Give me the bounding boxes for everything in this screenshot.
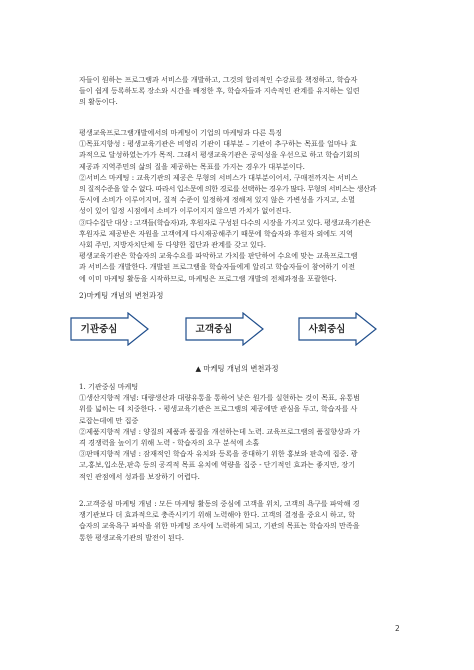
section4-line: 2.고객중심 마케팅 개념 : 모든 마케팅 활동의 중심에 고객을 위치, 고객의 욕구를 파악해 경 bbox=[79, 499, 360, 508]
section2-title: 2)마케팅 개념의 변천과정 bbox=[79, 291, 164, 300]
section4-line: 쟁기관보다 더 효과적으로 충족시키기 위해 노력해야 한다. 고객의 결정을 중요시 하고, 학 bbox=[79, 510, 356, 520]
section1-line: ②서비스 마케팅 : 교육기관의 제공은 무형의 서비스가 대부분이어서, 구매전까지는 서비스 bbox=[79, 172, 358, 182]
section3-line: 위를 넓히는 데 치중한다. - 평생교육기관은 프로그램의 제공에만 관심을 두고, 학습자를 사 bbox=[79, 404, 358, 414]
section3-line: 고,홍보,입소문,판촉 등의 공격적 목표 유치에 역량을 집중 - 단기적인 효과는 좋지만, 장기 bbox=[79, 460, 356, 470]
section3-line: 격 경쟁력을 높이기 위해 노력 - 학습자의 요구 분석에 소홀 bbox=[79, 438, 260, 448]
section3-line: ②제품지향적 개념 : 양질의 제품과 품질을 개선하는데 노력. 교육프로그램의 품질향상과 가 bbox=[79, 426, 360, 436]
section1-line: 성이 있어 일정 시점에서 소비가 이루어지지 않으면 가치가 없어진다. bbox=[79, 206, 292, 216]
intro-line: 들이 쉽게 등록하도록 장소와 시간을 배정한 후, 학습자들과 지속적인 관계를 유지하는 일련 bbox=[79, 86, 360, 96]
section1-line: 에 이미 마케팅 활동을 시작하므로, 마케팅은 프로그램 개발의 전체과정을 포괄한다. bbox=[79, 273, 337, 283]
section1-line: ①목표지향성 : 평생교육기관은 비영리 기관이 대부분 – 기관이 추구하는 목표를 얼마나 효 bbox=[79, 139, 357, 149]
section4-line: 통한 평생교육기관의 발전이 된다. bbox=[79, 532, 184, 542]
diagram-caption: ▲ 마케팅 개념의 변천과정 bbox=[195, 364, 279, 373]
section1-line: ③다수집단 대상 : 고객들(학습자)과, 후원자로 구성된 다수의 시장을 가지고 있다. 평생교육기관은 bbox=[79, 217, 371, 227]
section3-line: 1. 기관중심 마케팅 bbox=[79, 382, 139, 391]
intro-paragraph bbox=[79, 74, 397, 108]
section1-line: 과 서비스를 개발한다. 개발된 프로그램을 학습자들에게 알리고 학습자들이 참여하기 이전 bbox=[79, 262, 356, 272]
section3-line: ③판매지향적 개념 : 잠재적인 학습자 유치와 등록을 증대하기 위한 홍보와 판촉에 집중. 광 bbox=[79, 449, 358, 459]
section1-paragraph bbox=[79, 127, 397, 284]
section3-line: ①생산지향적 개념: 대량생산과 대량유통을 통하여 낮은 원가를 실현하는 것이 목표, 유통범 bbox=[79, 393, 360, 403]
section4-line: 습자의 교육욕구 파악을 위한 마케팅 조사에 노력하게 되고, 기관의 목표는 학습자의 만족을 bbox=[79, 521, 360, 531]
section1-line: 동시에 소비가 이루어지며, 질적 수준이 일정하게 정해져 있지 않은 가변성을 가지고, 소멸 bbox=[79, 195, 356, 205]
section1-line: 제공과 지역주민의 삶의 질을 제공하는 목표를 가지는 경우가 대부분이다. bbox=[79, 161, 305, 171]
section1-line: 후원자로 제공받은 자원을 고객에게 다시재공해주기 때문에 학습자와 후원자 외에도 지역 bbox=[79, 228, 353, 238]
section3-paragraph bbox=[79, 381, 397, 482]
section1-line: 사회 주민, 지방자치단체 등 다양한 집단과 관계를 갖고 있다. bbox=[79, 240, 267, 250]
intro-line: 의 활동이다. bbox=[79, 97, 118, 107]
intro-line: 자들이 원하는 프로그램과 서비스를 개발하고, 그것의 합리적인 수강료를 책정하고, 학습자 bbox=[79, 75, 358, 84]
section1-title: 평생교육프로그램개발에서의 마케팅이 기업의 마케팅과 다른 특징 bbox=[79, 128, 283, 137]
section1-line: 의 질적수준을 알 수 없다. 따라서 입소문에 의한 경로를 선택하는 경우가 많다. 무형의 서비스는 생산과 bbox=[79, 184, 377, 194]
section3-line: 로잡는데에 만 집중 bbox=[79, 415, 139, 425]
flow-step-label: 기관중심 bbox=[80, 324, 118, 335]
flow-step-label: 사회중심 bbox=[308, 324, 346, 335]
section3-line: 적인 관점에서 성과를 보장하기 어렵다. bbox=[79, 471, 200, 481]
flow-step-label: 고객중심 bbox=[195, 324, 233, 335]
page-number: 2 bbox=[395, 624, 400, 633]
section4-paragraph bbox=[79, 498, 397, 543]
concept-flow-diagram bbox=[70, 312, 390, 348]
section1-line: 과적으로 달성하였는가가 목적. 그래서 평생교육기관은 공익성을 우선으로 하고 학습기회의 bbox=[79, 150, 360, 160]
section1-line: 평생교육기관은 학습자의 교육수요를 파악하고 가치를 판단하여 수요에 맞는 교육프로그램 bbox=[79, 251, 358, 261]
